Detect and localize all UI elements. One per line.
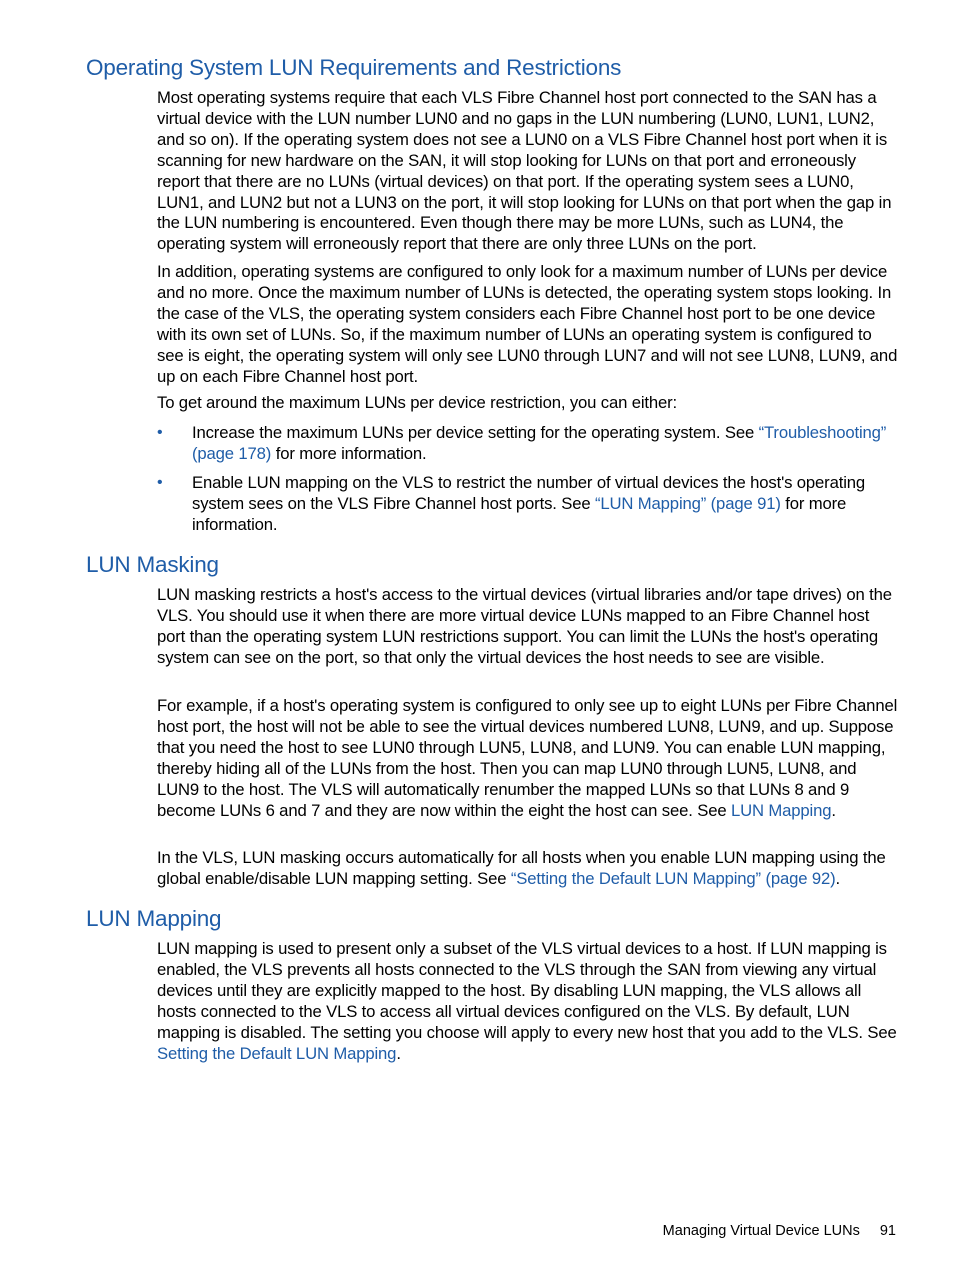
paragraph: To get around the maximum LUNs per device restriction, you can either: xyxy=(157,393,678,412)
lun-mapping-page-link[interactable]: “LUN Mapping” (page 91) xyxy=(594,493,781,513)
page-footer xyxy=(640,1222,896,1240)
bullet-text: Enable LUN mapping on the VLS to restrict the number of virtual devices the host's operating system sees on the VLS Fibre Channel host ports. See “LUN Mapping” (page 91) for more information. xyxy=(192,473,866,534)
paragraph: Most operating systems require that each VLS Fibre Channel host port connected to the SAN has a virtual device with the LUN number LUN0 and no gaps in the LUN numbering (LUN0, LUN1, LUN2, and so on). If the operating system does not see a LUN0 on a VLS Fibre Channel host port when it is scanning for new hardware on the SAN, it will stop looking for LUNs on that port and erroneously report that there are no LUNs (virtual devices) on that port. If the operating system sees a LUN0, LUN1, and LUN2 but not a LUN3 on the port, it will stop looking for LUNs on that port when the gap in the LUN numbering is encountered. Even though there may be more LUNs, such as LUN4, the operating system will erroneously report that there are only three LUNs on the port. xyxy=(157,88,892,254)
default-lun-mapping-page-link[interactable]: “Setting the Default LUN Mapping” (page 92) xyxy=(510,868,836,888)
section-heading-os-lun: Operating System LUN Requirements and Restrictions xyxy=(86,55,622,80)
paragraph: For example, if a host's operating system is configured to only see up to eight LUNs per Fibre Channel host port, the host will not be able to see the virtual devices numbered LUN8, LUN9, and up. Suppose that you need the host to see LUN0 through LUN5, LUN8, and LUN9. You can enable LUN mapping, thereby hiding all of the LUNs from the host. Then you can map LUN0 through LUN5, LUN8, and LUN9 to the host. The VLS will automatically renumber the mapped LUNs so that LUNs 8 and 9 become LUNs 6 and 7 and they are now within the eight the host can see. See LUN Mapping. xyxy=(157,696,898,820)
section-heading-lun-mapping: LUN Mapping xyxy=(86,906,222,931)
bullet-text: Increase the maximum LUNs per device setting for the operating system. See “Troubleshooting” (page 178) for more information. xyxy=(192,423,887,463)
footer-chapter-title: Managing Virtual Device LUNs xyxy=(662,1223,860,1239)
paragraph: LUN mapping is used to present only a subset of the VLS virtual devices to a host. If LUN mapping is enabled, the VLS prevents all hosts connected to the VLS through the SAN from viewing any virtual devices until they are explicitly mapped to the host. By disabling LUN mapping, the VLS allows all hosts connected to the VLS to access all virtual devices configured on the VLS. By default, LUN mapping is disabled. The setting you choose will apply to every new host that you add to the VLS. See Setting the Default LUN Mapping. xyxy=(157,939,897,1063)
bullet-item xyxy=(157,423,899,465)
bullet-icon: • xyxy=(157,424,163,441)
bullet-icon: • xyxy=(157,474,163,491)
page-number: 91 xyxy=(879,1223,896,1239)
paragraph: LUN masking restricts a host's access to the virtual devices (virtual libraries and/or tape drives) on the VLS. You should use it when there are more virtual device LUNs mapped to an Fibre Channel host port than the operating system LUN restrictions support. You can limit the LUNs the host's operating system can see on the port, so that only the virtual devices the host needs to see are visible. xyxy=(157,585,892,667)
section-heading-lun-masking: LUN Masking xyxy=(86,552,219,577)
lun-mapping-link[interactable]: LUN Mapping xyxy=(730,800,832,820)
paragraph: In addition, operating systems are configured to only look for a maximum number of LUNs per device and no more. Once the maximum number of LUNs is detected, the operating system stops looking. In the case of the VLS, the operating system considers each Fibre Channel host port to be one device with its own set of LUNs. So, if the maximum number of LUNs an operating system is configured to see is eight, the operating system will only see LUN0 through LUN7 and will not see LUN8, LUN9, and up on each Fibre Channel host port. xyxy=(157,262,898,386)
paragraph: In the VLS, LUN masking occurs automatically for all hosts when you enable LUN mapping using the global enable/disable LUN mapping setting. See “Setting the Default LUN Mapping” (page 92). xyxy=(157,848,886,888)
troubleshooting-link[interactable]: “Troubleshooting” (page 178) xyxy=(192,423,887,463)
bullet-item xyxy=(157,473,899,536)
default-lun-mapping-link[interactable]: Setting the Default LUN Mapping xyxy=(157,1043,397,1063)
